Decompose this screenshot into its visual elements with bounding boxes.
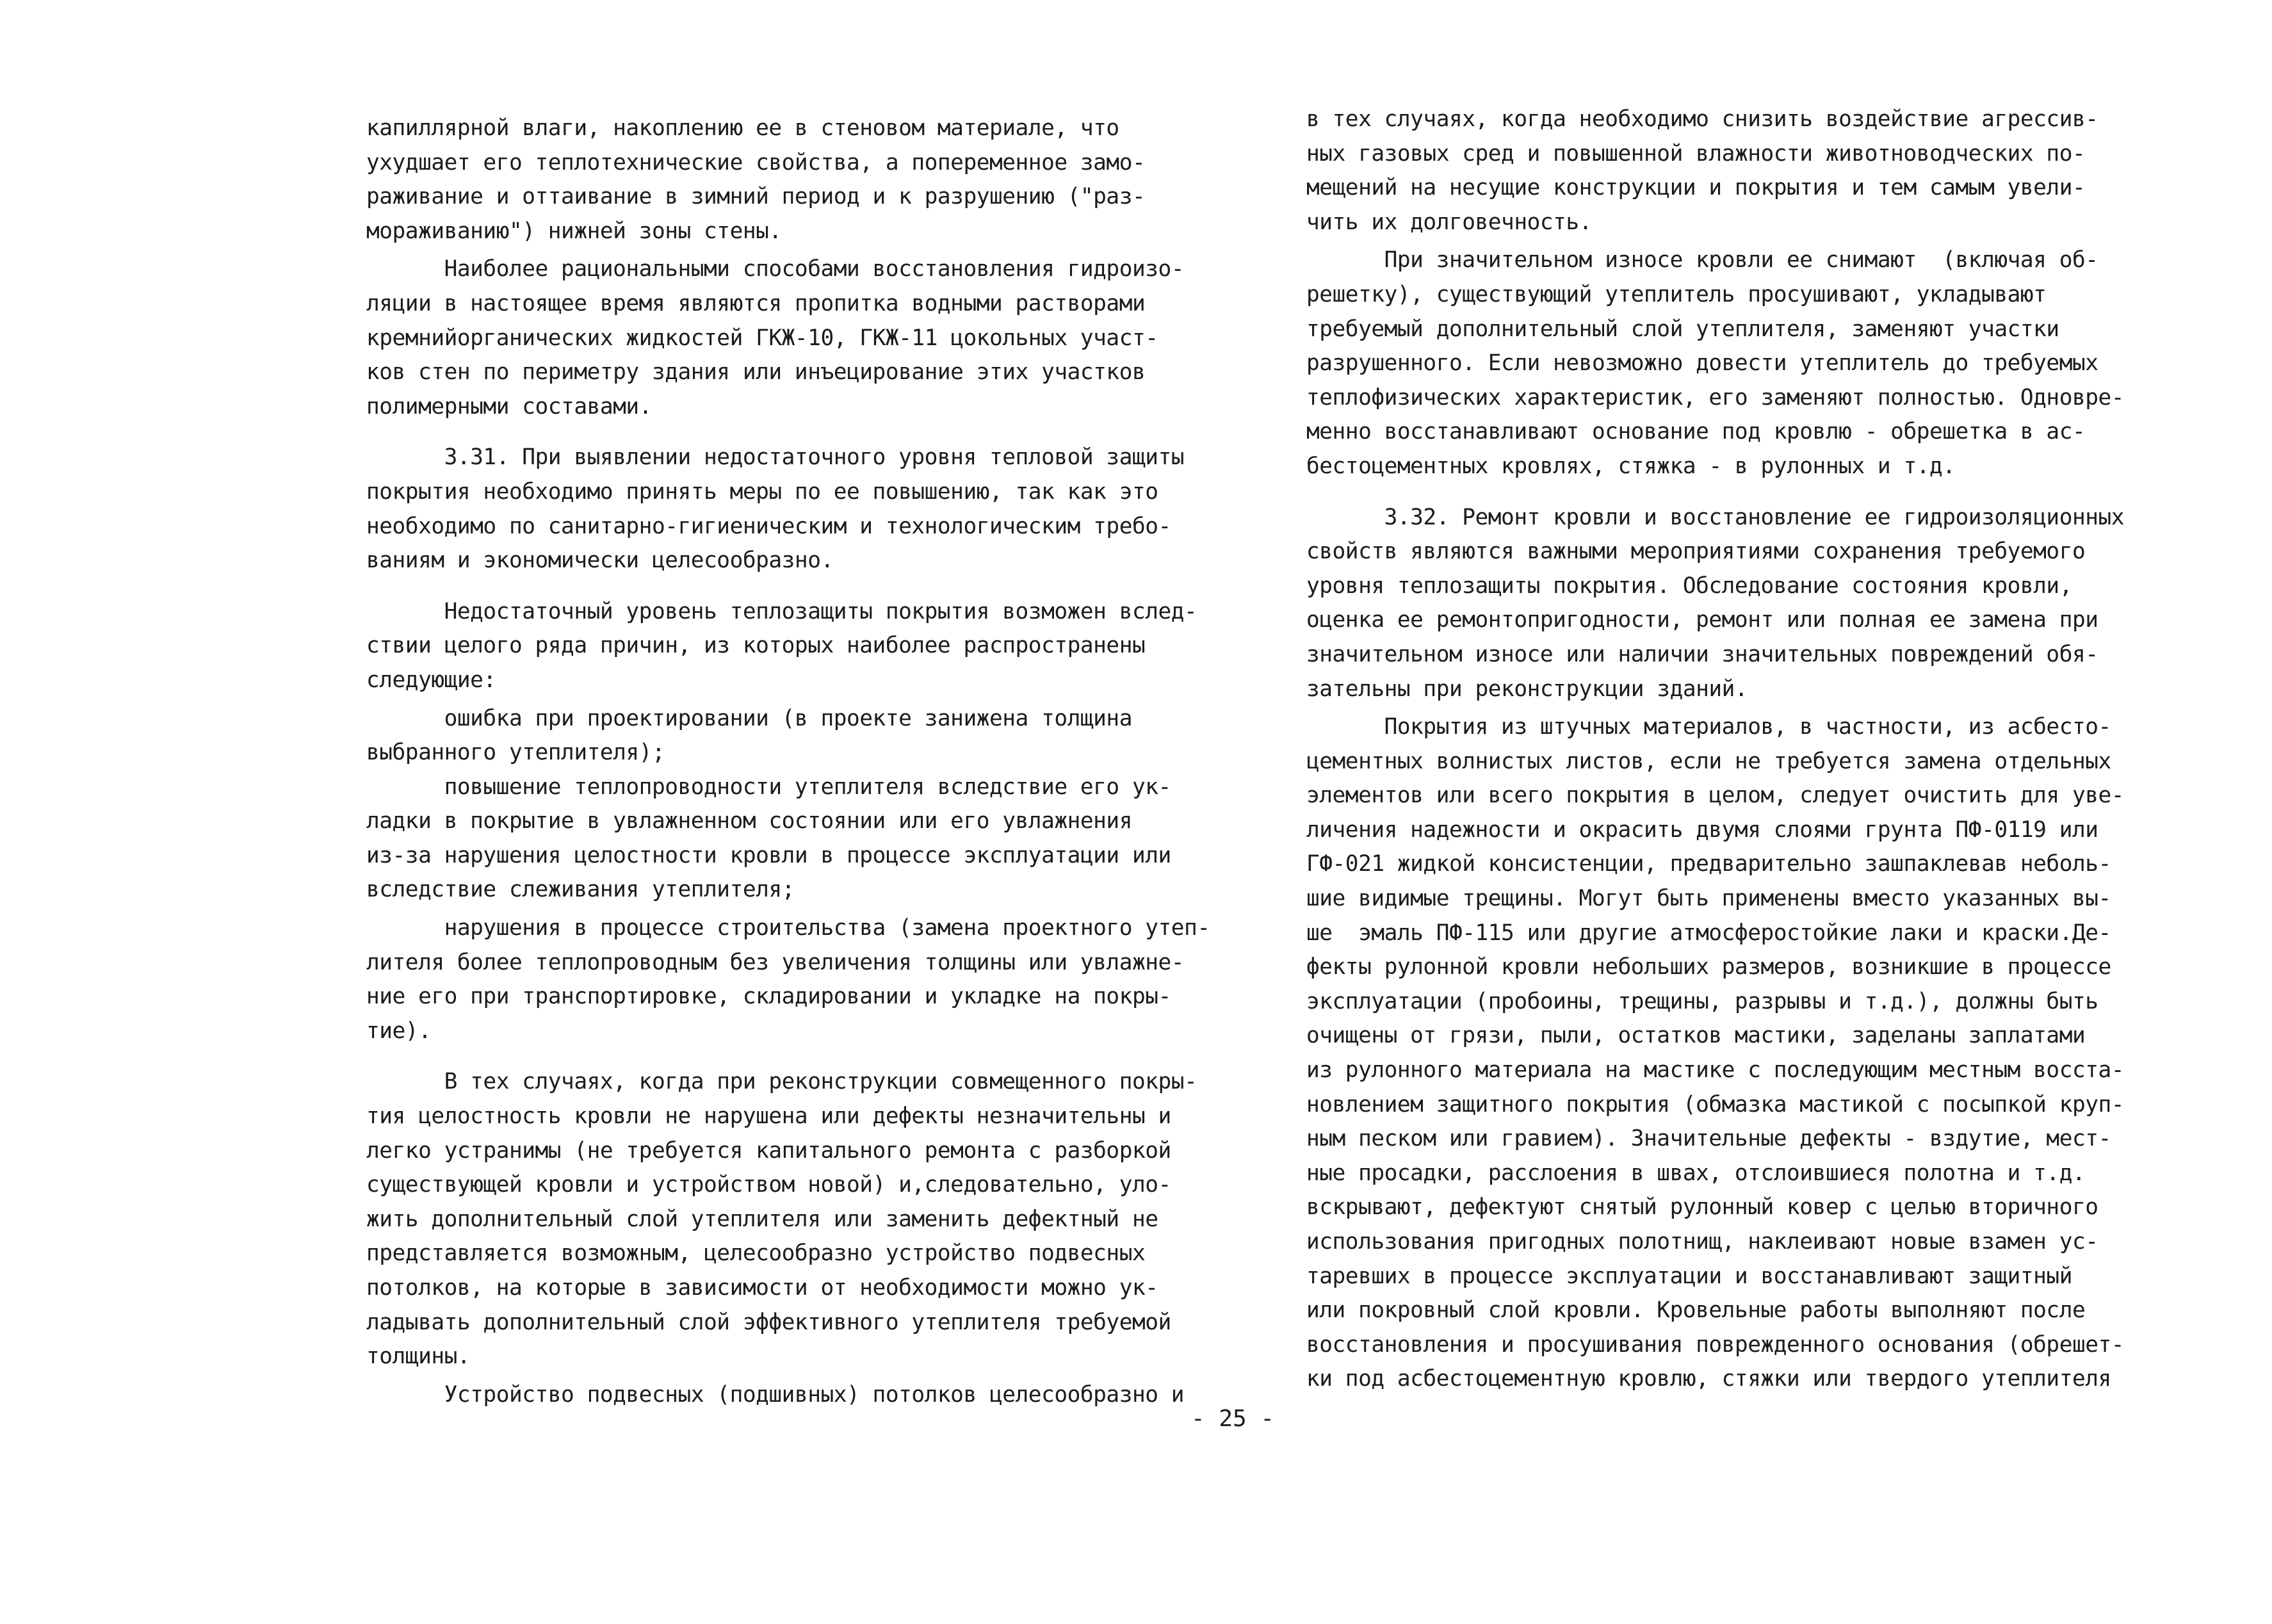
left-column [366,111,1218,1412]
left-list-item-2: повышение теплопроводности утеплителя вследствие его ук- ладки в покрытие в увлажненном состоянии или его увлажнения из-за нарушения целостности кровли в процессе эксплуатации или вследствие слеживания утеплителя; [366,774,1171,903]
right-paragraph-2: При значительном износе кровли ее снимают (включая об- решетку), существующий утеплитель просушивают, укладывают требуемый дополнительный слой утеплителя, заменяют участки разрушенного. Если невозможно довести утеплитель до требуемых теплофизических характеристик, его заменяют полностью. Одновре- менно восстанавливают основание под кровлю - обрешетка в ас- бестоцементных кровлях, стяжка - в рулонных и т.д. [1306,247,2125,479]
left-paragraph-4: Недостаточный уровень теплозащиты покрытия возможен вслед- ствии целого ряда причин, из которых наиболее распространены следующие: [366,598,1197,693]
left-paragraph-2: Наиболее рациональными способами восстановления гидроизо- ляции в настоящее время являются пропитка водными растворами кремнийорганических жидкостей ГКЖ-10, ГКЖ-11 цокольных участ- ков стен по периметру здания или инъецирование этих участков полимерными составами. [366,256,1185,419]
page-number: - 25 - [1191,1406,1275,1432]
left-list-item-3: нарушения в процессе строительства (замена проектного утеп- лителя более теплопроводным без увеличения толщины или увлажне- ние его при транспортировке, складировании и укладке на покры- тие). [366,915,1210,1044]
left-paragraph-1: капиллярной влаги, накоплению ее в стеновом материале, что ухудшает его теплотехнические свойства, а попеременное замо- раживание и оттаивание в зимний период и к разрушению ("раз- мораживанию") нижней зоны стены. [366,115,1146,244]
left-paragraph-3: 3.31. При выявлении недостаточного уровня тепловой защиты покрытия необходимо принять меры по ее повышению, так как это необходимо по санитарно-гигиеническим и технологическим требо- ваниям и экономически целесообразно. [366,444,1185,574]
left-paragraph-6: Устройство подвесных (подшивных) потолков целесообразно и [366,1381,1185,1408]
right-column [1306,102,2145,1397]
right-paragraph-1: в тех случаях, когда необходимо снизить воздействие агрессив- ных газовых сред и повышенной влажности животноводческих по- мещений на несущие конструкции и покрытия и тем самым увели- чить их долговечность. [1306,106,2098,235]
right-paragraph-3: 3.32. Ремонт кровли и восстановление ее гидроизоляционных свойств являются важными мероприятиями сохранения требуемого уровня теплозащиты покрытия. Обследование состояния кровли, оценка ее ремонтопригодности, ремонт или полная ее замена при значительном износе или наличии значительных повреждений обя- зательны при реконструкции зданий. [1306,504,2125,702]
left-list-item-1: ошибка при проектировании (в проекте занижена толщина выбранного утеплителя); [366,705,1132,766]
right-paragraph-4: Покрытия из штучных материалов, в частности, из асбесто- цементных волнистых листов, если не требуется замена отдельных элементов или всего покрытия в целом, следует очистить для уве- личения надежности и окрасить двумя слоями грунта ПФ-0119 или ГФ-021 жидкой консистенции, предварительно зашпаклевав неболь- шие видимые трещины. Могут быть применены вместо указанных вы- ше эмаль ПФ-115 или другие атмосферостойкие лаки и краски.Де- фекты рулонной кровли небольших размеров, возникшие в процессе эксплуатации (пробоины, трещины, разрывы и т.д.), должны быть очищены от грязи, пыли, остатков мастики, заделаны заплатами из рулонного материала на мастике с последующим местным восста- новлением защитного покрытия (обмазка мастикой с посыпкой круп- ным песком или гравием). Значительные дефекты - вздутие, мест- ные просадки, расслоения в швах, отслоившиеся полотна и т.д. вскрывают, дефектуют снятый рулонный ковер с целью вторичного использования пригодных полотнищ, наклеивают новые взамен ус- таревших в процессе эксплуатации и восстанавливают защитный или покровный слой кровли. Кровельные работы выполняют после восстановления и просушивания поврежденного основания (обрешет- ки под асбестоцементную кровлю, стяжки или твердого утеплителя [1306,714,2125,1392]
left-paragraph-5: В тех случаях, когда при реконструкции совмещенного покры- тия целостность кровли не нарушена или дефекты незначительны и легко устранимы (не требуется капитального ремонта с разборкой существующей кровли и устройством новой) и,следовательно, уло- жить дополнительный слой утеплителя или заменить дефектный не представляется возможным, целесообразно устройство подвесных потолков, на которые в зависимости от необходимости можно ук- ладывать дополнительный слой эффективного утеплителя требуемой толщины. [366,1069,1197,1370]
